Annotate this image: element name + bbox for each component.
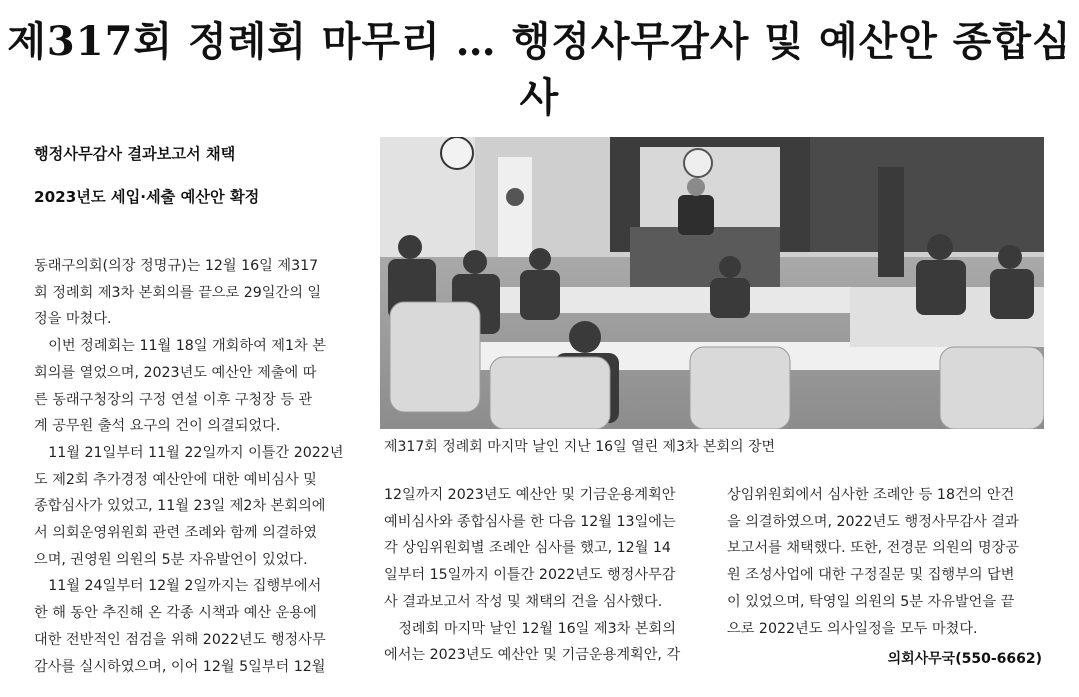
photo-illustration — [380, 137, 1044, 429]
body-text-line: 종합심사가 있었고, 11월 23일 제2차 본회의에 — [34, 498, 326, 515]
body-text-line: 서 의회운영위원회 관련 조례와 함께 의결하였 — [34, 525, 317, 542]
body-text-line: 대한 전반적인 점검을 위해 2022년도 행정사무 — [34, 631, 326, 648]
article-headline: 제317회 정례회 마무리 … 행정사무감사 및 예산안 종합심사 — [7, 18, 1072, 121]
body-text-line: 른 동래구청장의 구정 연설 이후 구청장 등 관 — [34, 391, 313, 408]
body-text-line: 이번 정례회는 11월 18일 개회하여 제1차 본 — [34, 338, 326, 355]
body-text-line: 12일까지 2023년도 예산안 및 기금운용계획안 — [384, 487, 676, 503]
body-text-line: 11월 24일부터 12월 2일까지는 집행부에서 — [34, 578, 322, 595]
body-text-line: 일부터 15일까지 이틀간 2022년도 행정사무감 — [384, 567, 676, 584]
body-text-line: 으로 2022년도 의사일정을 모두 마쳤다. — [727, 620, 978, 637]
body-text-line: 상임위원회에서 심사한 조례안 등 18건의 안건 — [727, 487, 1015, 503]
body-column-1 — [34, 253, 352, 680]
photo-caption: 제317회 정례회 마지막 날인 지난 16일 열린 제3차 본회의 장면 — [384, 439, 776, 455]
body-text-line: 감사를 실시하였으며, 이어 12월 5일부터 12월 — [34, 658, 326, 675]
body-text-line: 회의를 열었으며, 2023년도 예산안 제출에 따 — [34, 364, 317, 381]
body-text-line: 을 의결하였으며, 2022년도 행정사무감사 결과 — [727, 513, 1019, 530]
body-text-line: 예비심사와 종합심사를 한 다음 12월 13일에는 — [384, 513, 676, 530]
body-text-line: 동래구의회(의장 정명규)는 12월 16일 제317 — [34, 258, 319, 274]
body-text-line: 회 정례회 제3차 본회의를 끝으로 29일간의 일 — [34, 284, 322, 301]
body-text-line: 계 공무원 출석 요구의 건이 의결되었다. — [34, 418, 281, 435]
body-text-line: 보고서를 채택했다. 또한, 전경문 의원의 명장공 — [727, 540, 1019, 557]
body-text-line: 이 있었으며, 탁영일 의원의 5분 자유발언을 끝 — [727, 593, 1015, 610]
body-text-line: 원 조성사업에 대한 구정질문 및 집행부의 답변 — [727, 567, 1015, 584]
body-text-line: 에서는 2023년도 예산안 및 기금운용계획안, 각 — [384, 647, 681, 664]
body-text-line: 한 해 동안 추진해 온 각종 시책과 예산 운용에 — [34, 605, 317, 622]
body-text-line: 정례회 마지막 날인 12월 16일 제3차 본회의 — [384, 620, 676, 637]
body-text-line: 사 결과보고서 작성 및 채택의 건을 심사했다. — [384, 593, 663, 610]
body-text-line: 으며, 권영원 의원의 5분 자유발언이 있었다. — [34, 551, 308, 568]
subheading-1: 행정사무감사 결과보고서 채택 — [34, 145, 236, 163]
body-column-2 — [384, 482, 702, 669]
body-text-line: 각 상임위원회별 조례안 심사를 했고, 12월 14 — [384, 540, 671, 557]
council-session-photo — [380, 137, 1044, 429]
article-signoff: 의회사무국(550-6662) — [887, 651, 1042, 667]
subheading-2: 2023년도 세입·세출 예산안 확정 — [34, 188, 260, 206]
body-text-line: 정을 마쳤다. — [34, 311, 112, 328]
body-text-line: 도 제2회 추가경정 예산안에 대한 예비심사 및 — [34, 471, 317, 488]
body-column-3 — [727, 482, 1045, 642]
body-text-line: 11월 21일부터 11월 22일까지 이틀간 2022년 — [34, 444, 344, 461]
